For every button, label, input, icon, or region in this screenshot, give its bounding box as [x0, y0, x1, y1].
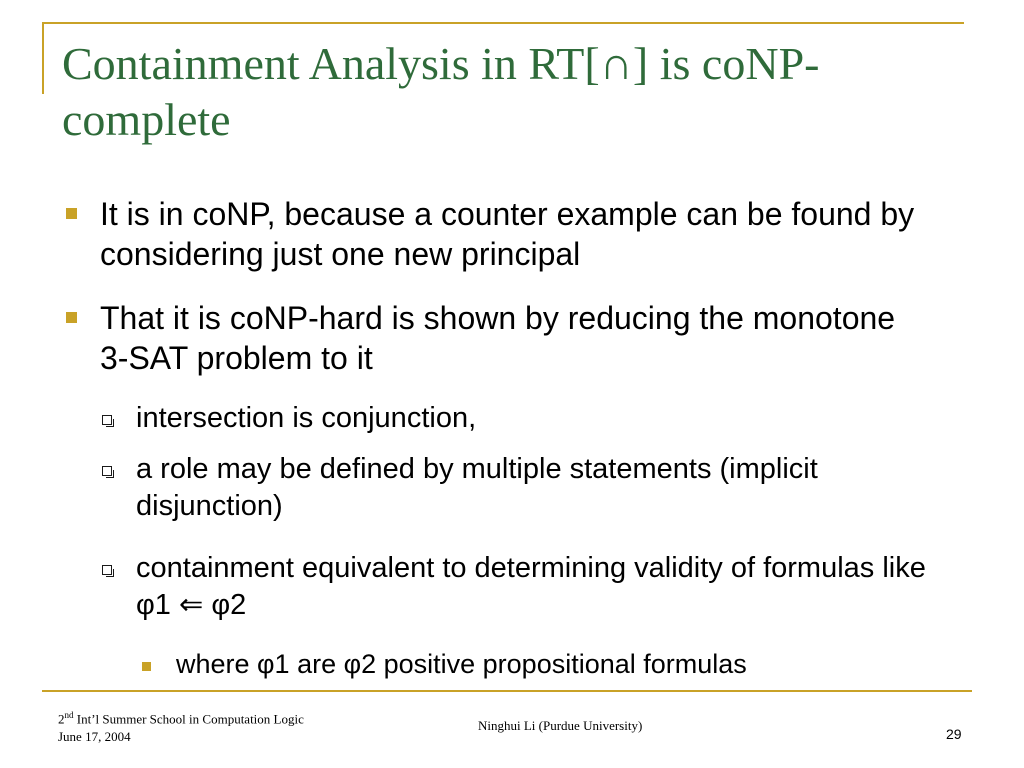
footer-date: June 17, 2004: [58, 729, 131, 745]
sub-bullet-item: a role may be defined by multiple statements (implicit disjunction): [136, 453, 818, 522]
sub-bullet-item: intersection is conjunction,: [136, 402, 477, 434]
hollow-square-bullet-icon: [102, 415, 112, 425]
footer-ordinal: 2: [58, 711, 65, 727]
footer-event: [58, 706, 304, 746]
footer-school-line: [58, 706, 304, 728]
hollow-square-bullet-icon: [102, 466, 112, 476]
sub-sub-bullet-item: where φ1 are φ2 positive propositional formulas: [176, 649, 747, 679]
footer-author: Ninghui Li (Purdue University): [478, 718, 643, 733]
hollow-square-bullet-icon: [102, 565, 112, 575]
sub-bullet-item: containment equivalent to determining validity of formulas like φ1 ⇐ φ2: [136, 552, 926, 621]
page-number: 29: [946, 726, 962, 742]
square-bullet-icon: [142, 662, 151, 671]
slide-title: Containment Analysis in RT[∩] is coNP-complete: [62, 38, 820, 145]
square-bullet-icon: [66, 312, 77, 323]
square-bullet-icon: [66, 208, 77, 219]
bottom-rule: [42, 690, 972, 692]
bullet-item: That it is coNP-hard is shown by reducing the monotone 3-SAT problem to it: [100, 300, 896, 376]
footer-school: Int’l Summer School in Computation Logic: [73, 711, 304, 727]
footer-ordinal-suffix: nd: [64, 710, 74, 720]
bullet-item: It is in coNP, because a counter example can be found by considering just one new principal: [100, 196, 915, 272]
